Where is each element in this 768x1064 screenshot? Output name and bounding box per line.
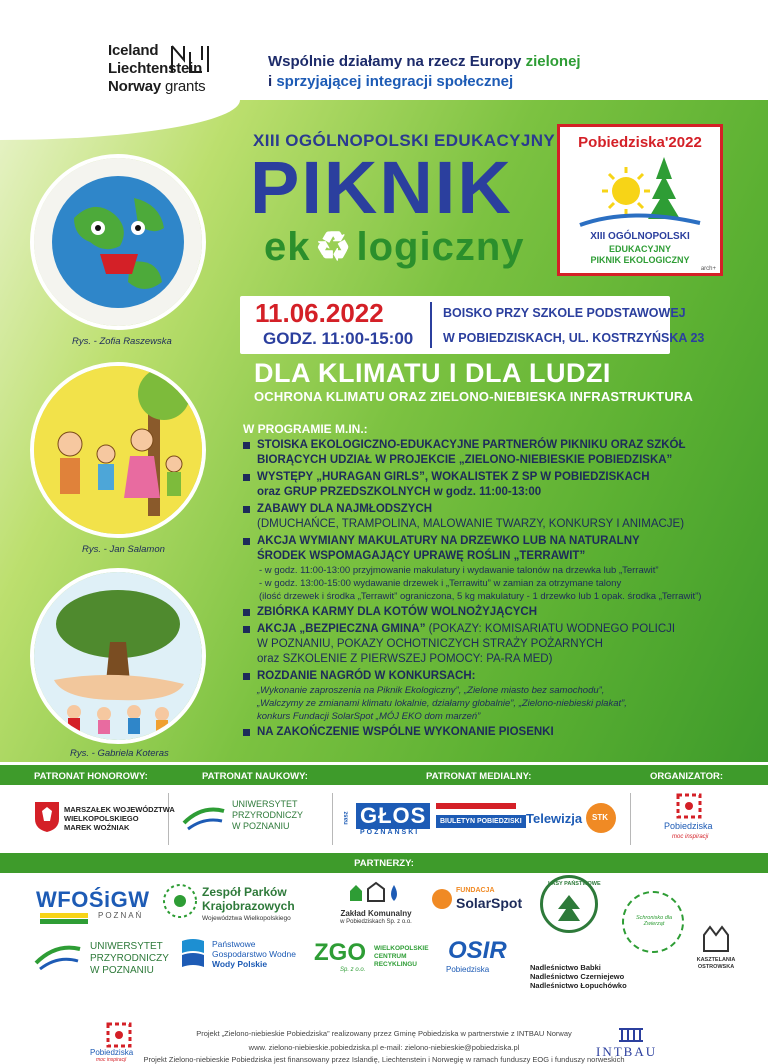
programme-list [243,438,763,742]
university-line2: PRZYRODNICZY [232,810,304,820]
kasztelania-icon [700,923,730,953]
wcr-line3: RECYKLINGU [374,961,417,968]
nadlesnictwa-text [530,963,627,990]
eea-mark-icon [170,44,216,74]
headline-subtitle: XIII OGÓLNOPOLSKI EDUKACYJNY [253,131,556,150]
divider [332,793,333,845]
programme-item-line: oraz SZKOLENIE Z PIERWSZEJ POMOCY: PA-RA MED) [257,653,553,665]
programme-item-line: oraz GRUP PRZEDSZKOLNYCH w godz. 11:00-13:00 [257,486,542,498]
university-partner-line2: PRZYRODNICZY [90,953,169,964]
programme-item [243,534,763,603]
zpk-text [202,885,295,913]
eea-line-norway [108,78,258,96]
sun-tree-icon [560,153,720,231]
programme-item-line: W POZNANIU, POKAZY OCHOTNICZYCH STRAŻY POŻARNYCH [257,638,603,650]
programme-item-detail: konkurs Fundacji SolarSpot „MÓJ EKO dom marzeń” [257,711,481,722]
solarspot-line2: SolarSpot [456,895,523,911]
university-text [232,799,303,832]
event-place-line2: W POBIEDZISKACH, UL. KOSTRZYŃSKA 23 [443,331,705,345]
university-swoosh-icon [182,803,226,833]
footer-logo-name: Pobiedziska [90,1048,134,1057]
solarspot-sun-icon [432,889,452,909]
zpk-dots-icon [162,883,198,919]
zk-line1: Zakład Komunalny [340,909,412,918]
osir-sub: Pobiedziska [446,965,490,974]
recycle-icon: ♻ [315,225,352,269]
partners-label: PARTNERZY: [354,858,414,869]
zpk-line1: Zespół Parków [202,885,287,899]
event-logo [557,124,723,276]
university-partner-line3: W POZNANIU [90,965,154,976]
eko-right: logiczny [356,225,525,269]
label-honorary-patronage: PATRONAT HONOROWY: [34,771,148,782]
wfos-bar-yellow [40,913,88,918]
eko-left: ek [264,225,311,269]
zpk-sub: Województwa Wielkopolskiego [202,915,291,922]
event-logo-line1: XIII OGÓLNOPOLSKI [590,231,690,242]
slogan-line1 [268,52,581,72]
programme-item [243,622,763,667]
wody-line1: Państwowe [212,939,256,949]
university-swoosh-icon [34,941,82,973]
footer-line2: www. zielono-niebieskie.pobiedziska.pl e-mail: zielono-niebieskie@pobiedziska.pl [248,1043,520,1052]
programme-item [243,725,763,740]
wfos-logo: WFOŚiGW [36,887,150,912]
programme-item-detail: - w godz. 11:00-13:00 przyjmowanie makulatury i wydawanie talonów na drzewka lub „Terrawit” [259,565,659,576]
date-separator [430,302,432,348]
biuletyn-logo: BIULETYN POBIEDZISKI [436,815,526,828]
university-line1: UNIWERSYTET [232,799,298,809]
programme-item [243,502,763,532]
marshal-text [64,805,175,832]
programme-item [243,438,763,468]
slogan-text2: i [268,73,277,90]
drawing-tree-hands [30,568,206,744]
programme-heading: W PROGRAMIE M.IN.: [243,422,368,436]
zpk-line2: Krajobrazowych [202,899,295,913]
programme-item [243,470,763,500]
programme-item-title [243,622,763,637]
headline-piknik: PIKNIK [250,146,513,229]
osir-logo: OSIR [448,937,507,964]
wfos-bar-green [40,919,88,924]
programme-item-detail: „Wykonanie zaproszenia na Piknik Ekologiczny”, „Zielone miasto bez samochodu”, [257,685,605,696]
university-partner-text [90,941,169,977]
programme-item-title: ROZDANIE NAGRÓD W KONKURSACH: [243,669,763,684]
marshal-line3: MAREK WOŹNIAK [64,823,130,832]
kasztelania-line1: KASZTELANIA [696,957,736,963]
event-date: 11.06.2022 [255,298,384,328]
solarspot-line1: FUNDACJA [456,887,495,894]
telewizja-logo: Telewizja [526,811,583,826]
wcr-line2: CENTRUM [374,953,407,960]
zk-line2: w Pobiedziskach Sp. z o.o. [340,919,412,925]
marshal-line2: WIELKOPOLSKIEGO [64,814,139,823]
caption-drawing-3: Rys. - Gabriela Koteras [70,748,169,759]
zk-text [334,909,418,927]
biuletyn-bar [436,803,516,809]
lasy-text: LASY PAŃSTWOWE [548,881,601,887]
divider [630,793,631,845]
patrons-row [0,785,768,853]
glos-logo: GŁOS [356,803,430,829]
zgo-logo: ZGO [314,939,366,966]
programme-item-detail: (ilość drzewek i środka „Terrawit” ograniczona, 5 kg makulatury - 1 drzewko lub 1 opak. środka „Terrawit”) [259,591,702,602]
drawing-earth [30,154,206,330]
eea-grants: grants [164,78,206,95]
wody-text [212,939,296,969]
programme-item-title: ZABAWY DLA NAJMŁODSZYCH [243,502,763,517]
wcr-line1: WIELKOPOLSKIE [374,945,429,952]
eea-line-liechtenstein: Liechtenstein [108,60,203,77]
programme-item-line: ŚRODEK WSPOMAGAJĄCY UPRAWĘ ROŚLIN „TERRAWIT” [257,550,586,562]
programme-item-line: (DMUCHAŃCE, TRAMPOLINA, MALOWANIE TWARZY, KONKURSY I ANIMACJE) [257,518,685,530]
wody-polskie-icon [180,937,206,969]
nadlesnictwo-3: Nadleśnictwo Łopuchówko [530,981,627,990]
footer-line3: Projekt Zielono-niebieskie Pobiedziska jest finansowany przez Islandię, Liechtenstein i Norwegię w ramach funduszy EOG i funduszy norweskich [143,1055,625,1064]
university-partner-line1: UNIWERSYTET [90,941,163,952]
intbau-logo: INTBAU [596,1044,658,1059]
utility-icons [346,881,400,903]
schronisko-text: Schronisko dla Zwierząt [635,915,673,927]
marshal-line1: MARSZAŁEK WOJEWÓDZTWA [64,805,175,814]
nadlesnictwo-1: Nadleśnictwo Babki [530,963,601,972]
intbau-columns-icon [618,1026,644,1042]
programme-item [243,605,763,620]
stk-text: STK [592,813,608,822]
programme-item-rest: (POKAZY: KOMISARIATU WODNEGO POLICJI [425,623,676,635]
slogan [268,52,581,92]
glos-nasz: nasz [343,811,350,825]
programme-item-line: BIORĄCYCH UDZIAŁ W PROJEKCIE „ZIELONO-NIEBIESKIE POBIEDZISKA” [257,454,673,466]
footer-line1: Projekt „Zielono-niebieskie Pobiedziska” realizowany przez Gminę Pobiedziska w partnerstwie z INTBAU Norway [196,1029,572,1038]
glos-sub: POZNAŃSKI [360,829,420,836]
event-logo-line3: PIKNIK EKOLOGICZNY [590,255,690,265]
event-logo-line2: EDUKACYJNY [608,244,671,254]
headline-ekologiczny [264,224,525,270]
programme-item-detail: „Walczymy ze zmianami klimatu lokalnie, działamy globalnie”, „Zielono-niebieski plakat”, [257,698,627,709]
programme-item-detail: - w godz. 13:00-15:00 wydawanie drzewek i „Terrawitu” w zamian za otrzymane talony [259,578,622,589]
organizer-name: Pobiedziska [664,821,713,831]
zgo-sub: Sp. z o.o. [340,967,366,973]
kasztelania-text [690,957,742,971]
lasy-tree-icon [554,893,584,923]
programme-item-title: WYSTĘPY „HURAGAN GIRLS”, WOKALISTEK Z SP W POBIEDZISKACH [243,470,763,485]
wody-line2: Gospodarstwo Wodne [212,949,296,959]
slogan-blue: sprzyjającej integracji społecznej [276,73,514,90]
eagle-crest-icon [34,801,60,833]
event-hours: GODZ. 11:00-15:00 [263,329,414,348]
label-organizer: ORGANIZATOR: [650,771,724,782]
programme-item-bold: AKCJA „BEZPIECZNA GMINA” [257,623,426,635]
wfos-sub: POZNAŃ [98,911,144,920]
eea-line-iceland: Iceland [108,42,159,59]
motto-title: DLA KLIMATU I DLA LUDZI [254,358,611,388]
label-media-patronage: PATRONAT MEDIALNY: [426,771,532,782]
university-line3: W POZNANIU [232,821,290,831]
slogan-line2 [268,72,581,92]
programme-item-title: AKCJA WYMIANY MAKULATURY NA DRZEWKO LUB NA NATURALNY [243,534,763,549]
pobiedziska-logo-icon [674,793,704,819]
footer-logo-tag: moc inspiracji [96,1057,127,1063]
label-scientific-patronage: PATRONAT NAUKOWY: [202,771,308,782]
partners-area [0,873,768,1015]
eea-norway: Norway [108,78,161,95]
motto-subtitle: OCHRONA KLIMATU ORAZ ZIELONO-NIEBIESKA INFRASTRUKTURA [254,389,694,404]
programme-item [243,669,763,723]
event-place-line1: BOISKO PRZY SZKOLE PODSTAWOWEJ [443,306,686,320]
caption-drawing-1: Rys. - Zofia Raszewska [72,336,172,347]
nadlesnictwo-2: Nadleśnictwo Czerniejewo [530,972,625,981]
programme-item-title: ZBIÓRKA KARMY DLA KOTÓW WOLNOŻYJĄCYCH [243,605,763,620]
event-logo-title: Pobiedziska'2022 [578,134,702,151]
slogan-green: zielonej [525,53,581,70]
programme-item-title: NA ZAKOŃCZENIE WSPÓLNE WYKONANIE PIOSENKI [243,725,763,740]
kasztelania-line2: OSTROWSKA [697,964,735,970]
event-logo-mark: arch+ [700,266,716,272]
slogan-text1: Wspólnie działamy na rzecz Europy [268,53,526,70]
wody-line3: Wody Polskie [212,959,268,969]
wcr-text [374,945,429,969]
caption-drawing-2: Rys. - Jan Salamon [82,544,165,555]
programme-item-title: STOISKA EKOLOGICZNO-EDUKACYJNE PARTNERÓW PIKNIKU ORAZ SZKÓŁ [243,438,763,453]
drawing-family [30,362,206,538]
organizer-tag: moc inspiracji [672,834,709,840]
